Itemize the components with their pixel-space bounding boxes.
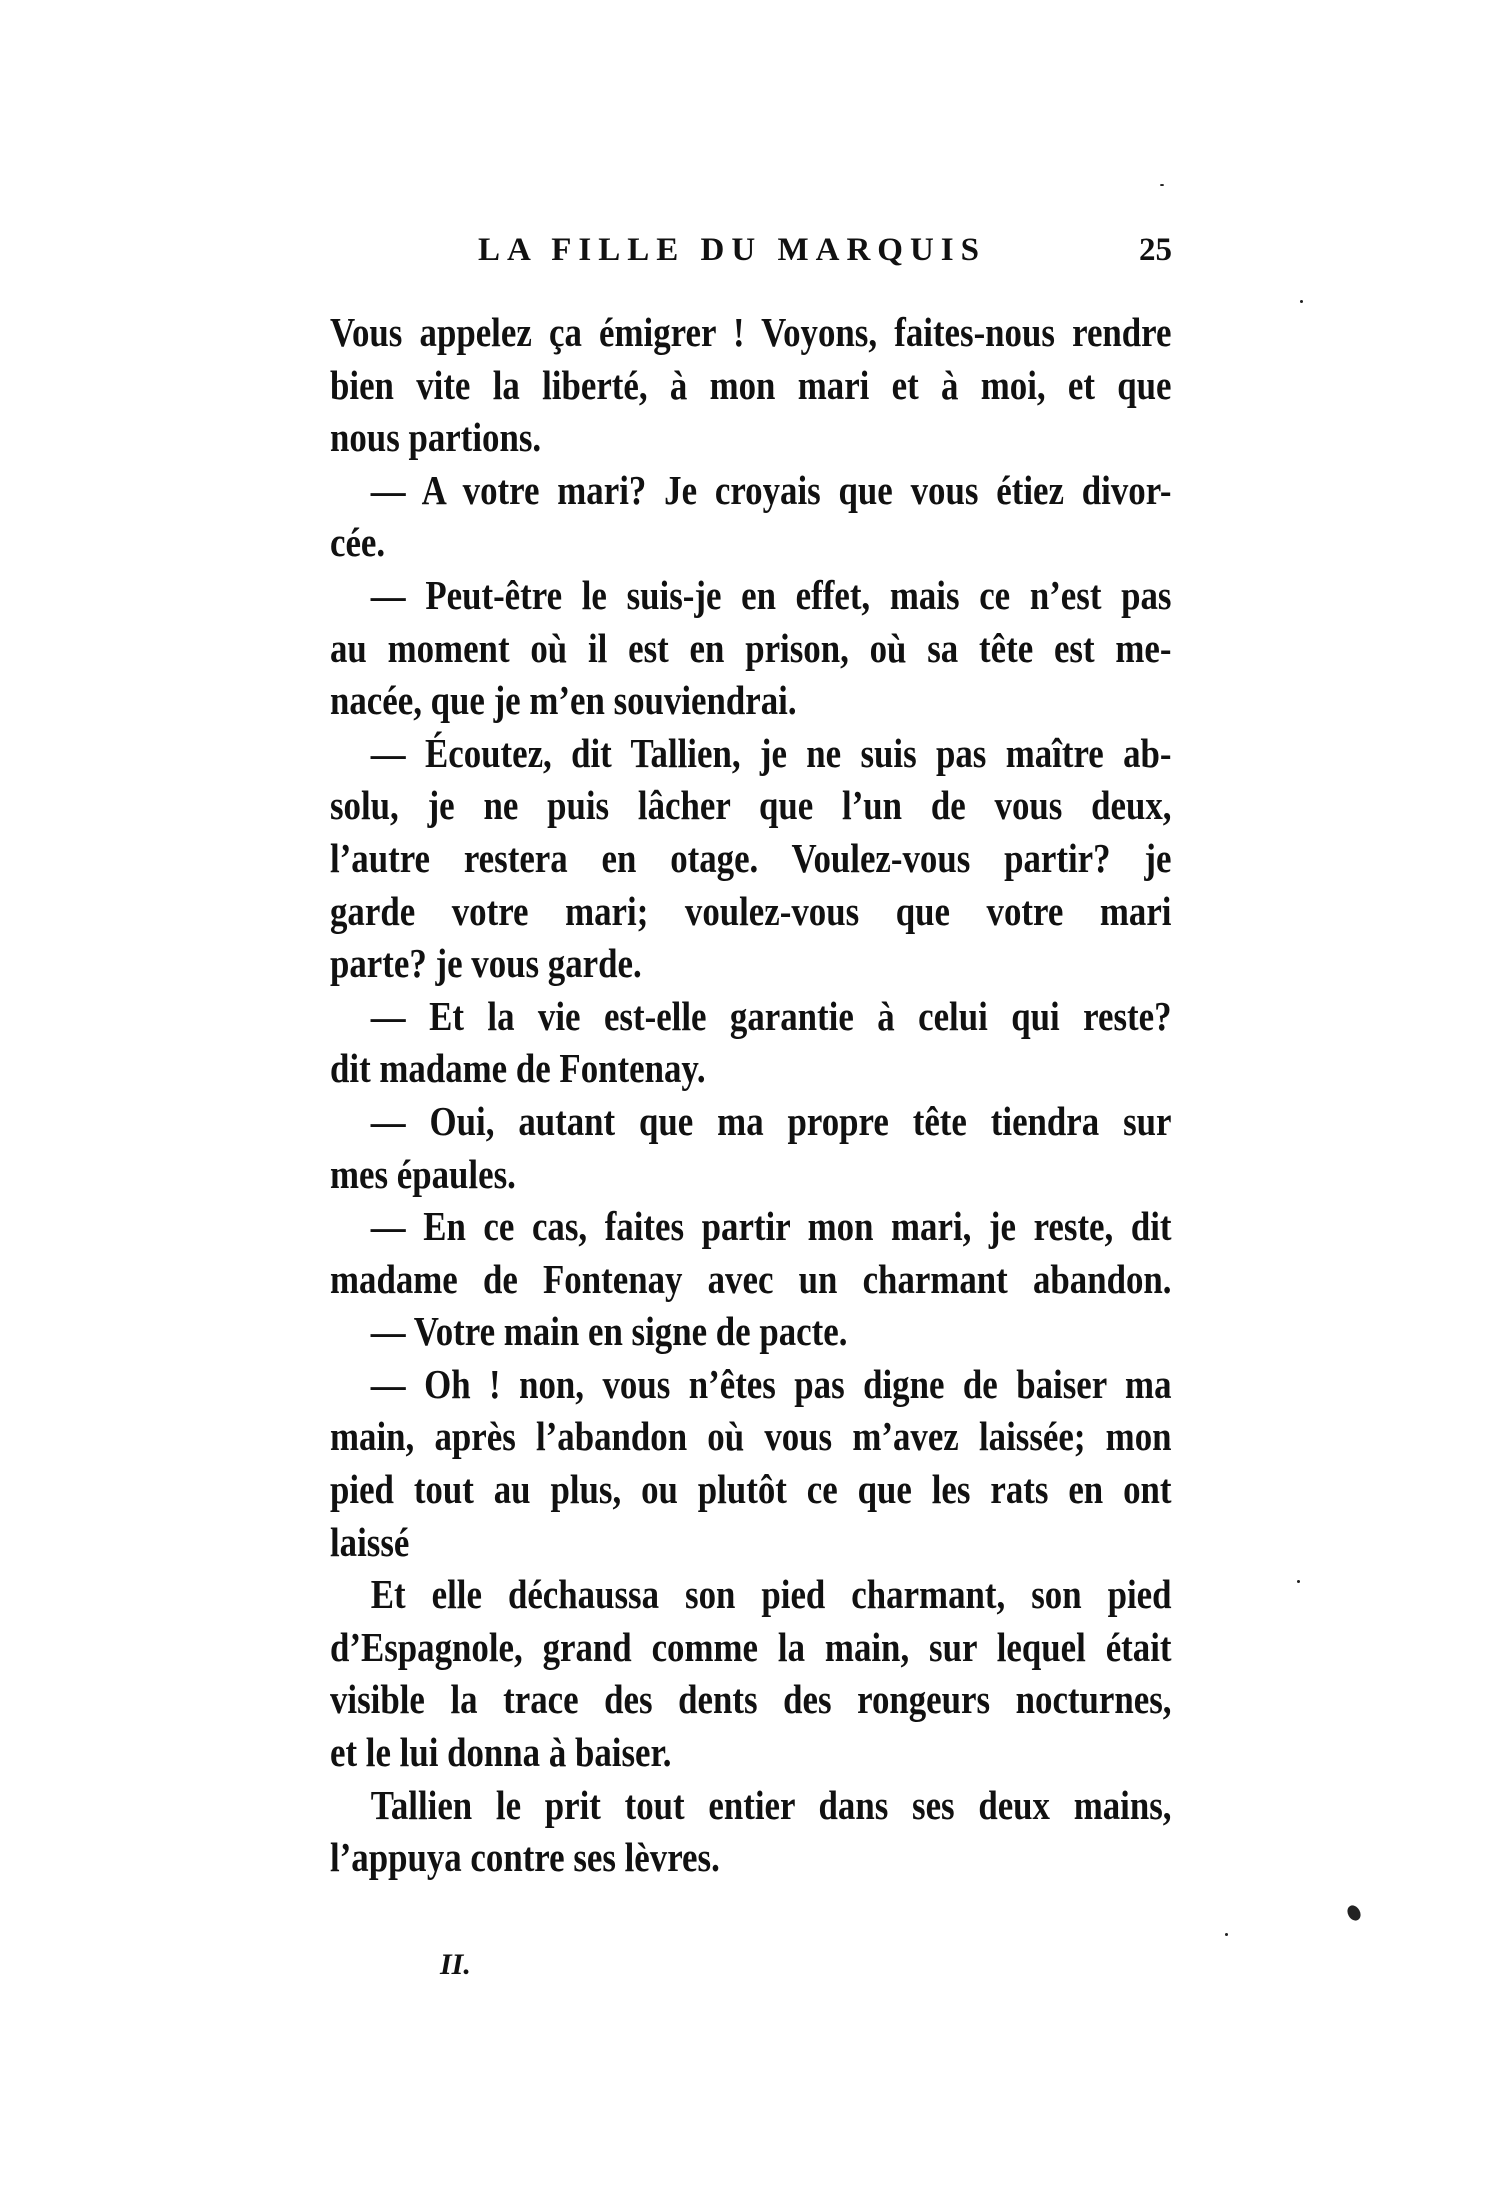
- text-line: bien vite la liberté, à mon mari et à moi, et que: [330, 361, 1172, 408]
- text-line: main, après l’abandon où vous m’avez laissée; mon: [330, 1413, 1172, 1460]
- text-line: — Oh ! non, vous n’êtes pas digne de baiser ma: [370, 1360, 1172, 1407]
- text-line: pied tout au plus, ou plutôt ce que les rats en ont: [330, 1466, 1172, 1513]
- text-line: solu, je ne puis lâcher que l’un de vous deux,: [330, 782, 1172, 829]
- text-line: garde votre mari; voulez-vous que votre mari: [330, 887, 1172, 934]
- text-line: Tallien le prit tout entier dans ses deux mains,: [370, 1781, 1172, 1828]
- text-line: Et elle déchaussa son pied charmant, son pied: [370, 1571, 1172, 1618]
- text-line: — Oui, autant que ma propre tête tiendra sur: [370, 1097, 1172, 1144]
- ink-speck: [1160, 184, 1164, 186]
- text-line: l’appuya contre ses lèvres.: [330, 1834, 720, 1881]
- ink-speck: [1345, 1903, 1363, 1923]
- text-line: visible la trace des dents des rongeurs nocturnes,: [330, 1676, 1172, 1723]
- running-header: [330, 232, 1172, 282]
- text-line: et le lui donna à baiser.: [330, 1729, 672, 1776]
- text-line: d’Espagnole, grand comme la main, sur lequel était: [330, 1623, 1172, 1670]
- text-line: — Écoutez, dit Tallien, je ne suis pas maître ab-: [370, 729, 1172, 776]
- text-line: — Et la vie est-elle garantie à celui qui reste?: [370, 992, 1172, 1039]
- ink-speck: [1297, 1580, 1300, 1583]
- text-line: au moment où il est en prison, où sa tête est me-: [330, 624, 1172, 671]
- text-line: — En ce cas, faites partir mon mari, je reste, dit: [370, 1203, 1172, 1250]
- running-title: LA FILLE DU MARQUIS: [478, 232, 986, 268]
- text-line: — Votre main en signe de pacte.: [370, 1308, 848, 1355]
- text-line: parte? je vous garde.: [330, 940, 642, 987]
- text-line: l’autre restera en otage. Voulez-vous partir? je: [330, 834, 1172, 881]
- ink-speck: [1300, 300, 1303, 303]
- text-line: laissé: [330, 1518, 410, 1565]
- text-line: dit madame de Fontenay.: [330, 1045, 706, 1092]
- body-text: [330, 306, 1172, 1884]
- text-line: nous partions.: [330, 414, 542, 461]
- text-line: cée.: [330, 519, 386, 566]
- ink-speck: [1225, 1933, 1228, 1936]
- signature-mark: II.: [440, 1948, 471, 1981]
- text-line: mes épaules.: [330, 1150, 516, 1197]
- text-line: Vous appelez ça émigrer ! Voyons, faites-nous rendre: [330, 309, 1172, 355]
- text-line: madame de Fontenay avec un charmant abandon.: [330, 1255, 1172, 1302]
- text-line: — Peut-être le suis-je en effet, mais ce n’est pas: [370, 571, 1172, 618]
- page-number: 25: [1139, 232, 1172, 268]
- text-line: — A votre mari? Je croyais que vous étiez divor-: [370, 466, 1172, 513]
- text-line: nacée, que je m’en souviendrai.: [330, 677, 797, 724]
